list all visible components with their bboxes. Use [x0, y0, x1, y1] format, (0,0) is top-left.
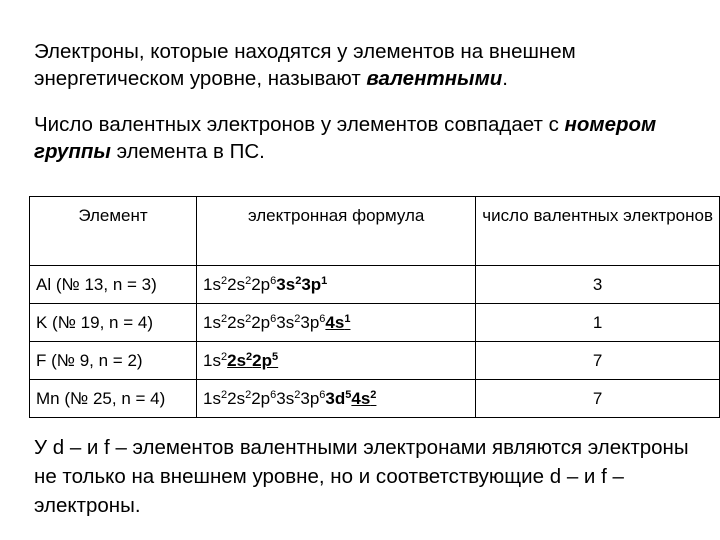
cell-element: Al (№ 13, n = 3)	[30, 266, 197, 304]
header-element: Элемент	[30, 197, 197, 266]
paragraph-text-end: .	[502, 67, 508, 90]
valence-electrons-table	[29, 196, 720, 418]
paragraph-valence-definition	[34, 38, 694, 92]
paragraph-d-f-elements: У d – и f – элементов валентными электронами являются электроны не только на внешнем уровне, но и соответствующие d – и f – электроны.	[34, 436, 689, 517]
emphasis-term: валентными	[366, 67, 503, 90]
table-row	[30, 304, 720, 342]
emphasis-term: номером группы	[34, 113, 657, 163]
paragraph-text: Электроны, которые находятся у элементов на внешнем энергетическом уровне, называют	[34, 40, 576, 90]
table-row	[30, 266, 720, 304]
cell-valence: 1	[476, 304, 720, 342]
cell-formula: $1s^22s^22p^63s^23p^1$	[197, 266, 476, 304]
header-formula: электронная формула	[197, 197, 476, 266]
cell-element: Mn (№ 25, n = 4)	[30, 380, 197, 418]
cell-valence: 7	[476, 342, 720, 380]
paragraph-group-number	[34, 111, 694, 165]
table-row	[30, 380, 720, 418]
table-header-row	[30, 197, 720, 266]
cell-element: K (№ 19, n = 4)	[30, 304, 197, 342]
paragraph-text: Число валентных электронов у элементов совпадает с	[34, 113, 565, 136]
table-row	[30, 342, 720, 380]
cell-formula: $1s^22s^22p^63s^23p^63d^54s^2$	[197, 380, 476, 418]
cell-element: F (№ 9, n = 2)	[30, 342, 197, 380]
cell-formula: $1s^22s^22p^5$	[197, 342, 476, 380]
cell-valence: 3	[476, 266, 720, 304]
paragraph-text-end: элемента в ПС.	[110, 140, 265, 163]
cell-valence: 7	[476, 380, 720, 418]
header-valence: число валентных электронов	[476, 197, 720, 266]
cell-formula: $1s^22s^22p^63s^23p^64s^1$	[197, 304, 476, 342]
